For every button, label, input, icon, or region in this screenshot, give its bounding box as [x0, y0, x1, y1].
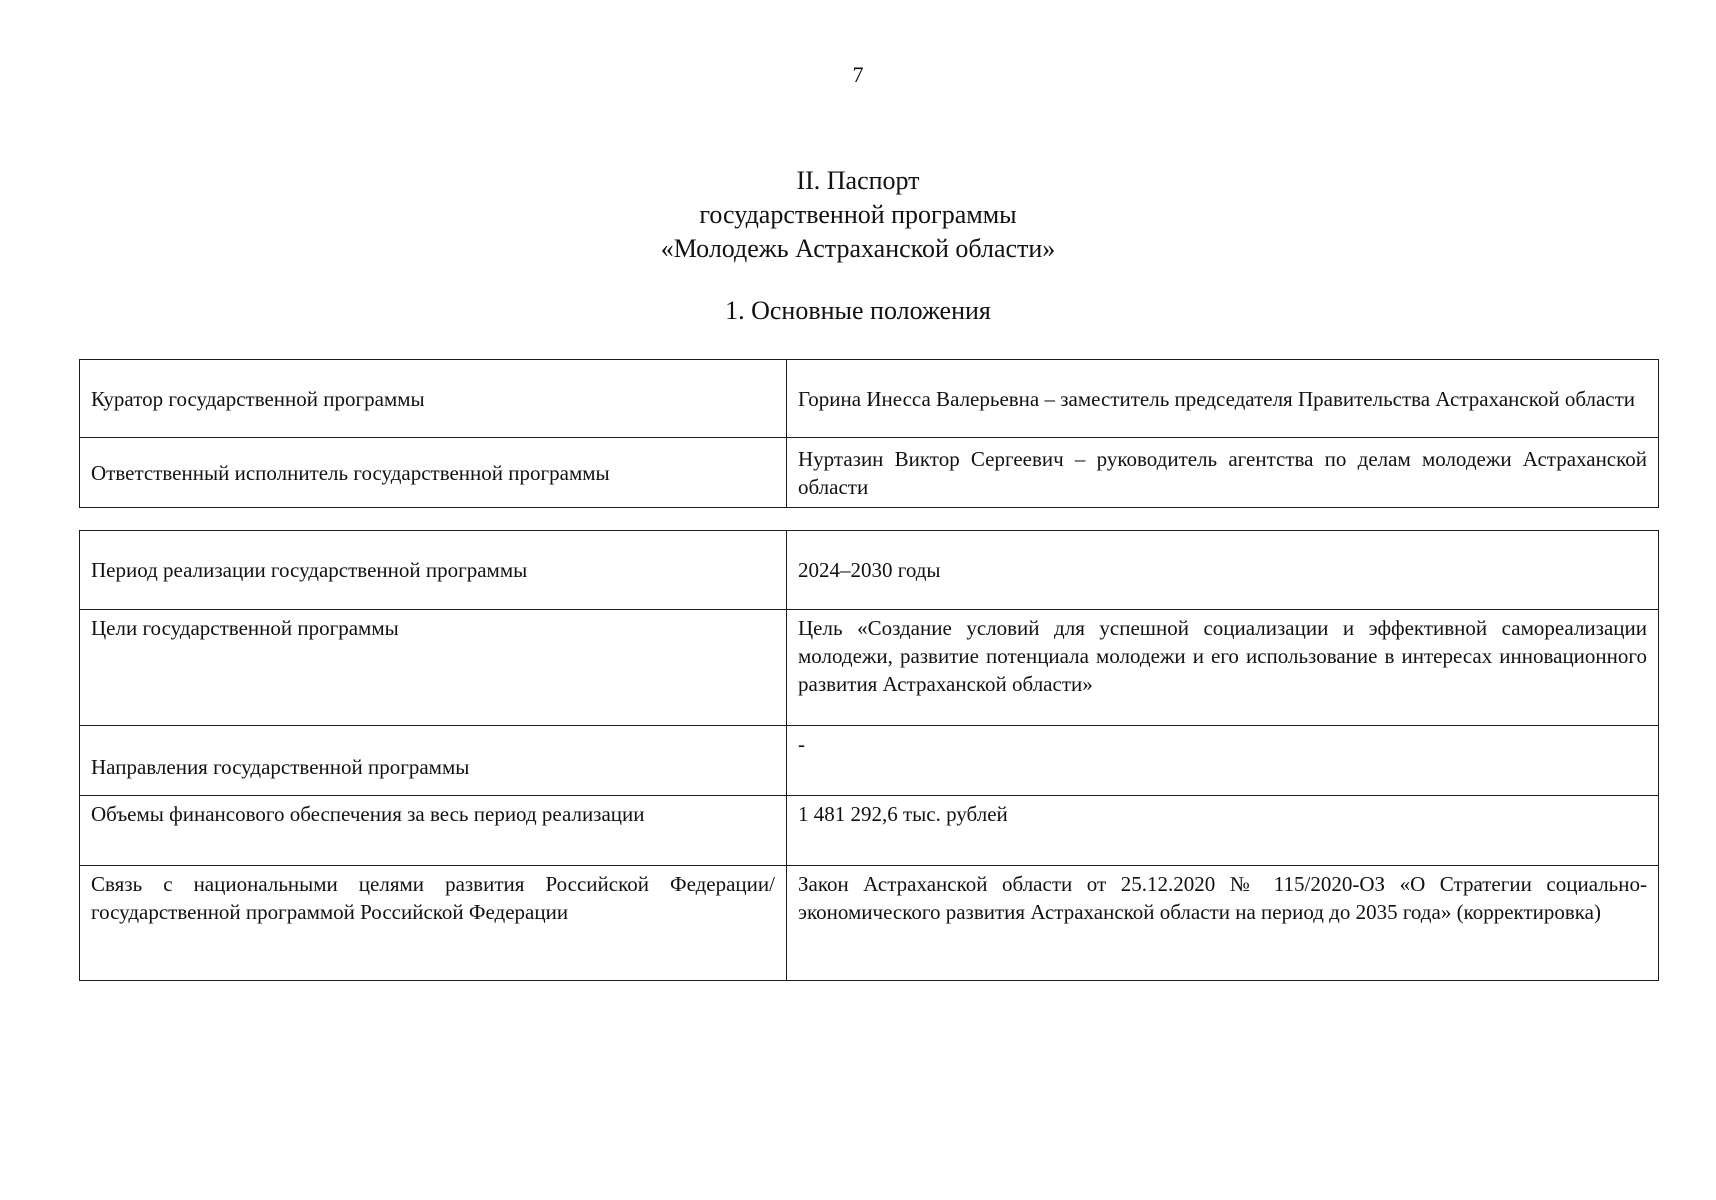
row-value-national-goals: Закон Астраханской области от 25.12.2020 № 115/2020-ОЗ «О Стратегии социально-экономического развития Астраханской области на период до 2035 года» (корректировка) [787, 866, 1659, 981]
row-label-goals: Цели государственной программы [80, 610, 787, 726]
table-row-national-goals [80, 866, 1659, 981]
heading-line-3: «Молодежь Астраханской области» [660, 234, 1056, 263]
page-number: 7 [852, 62, 864, 87]
table-row-directions [80, 726, 1659, 796]
heading-line-1: II. Паспорт [796, 166, 920, 195]
table-row-financing [80, 796, 1659, 866]
section-title: 1. Основные положения [725, 296, 991, 325]
row-value-directions: - [787, 726, 1659, 796]
row-label-national-goals: Связь с национальными целями развития Российской Федерации/ государственной программой Российской Федерации [80, 866, 787, 981]
row-label-directions: Направления государственной программы [80, 726, 787, 796]
row-value-goals: Цель «Создание условий для успешной социализации и эффективной самореализации молодежи, развитие потенциала молодежи и его использование в интересах инновационного развития Астраханской области» [787, 610, 1659, 726]
table-row-period [80, 531, 1659, 610]
row-value-executor: Нуртазин Виктор Сергеевич – руководитель агентства по делам молодежи Астраханской области [787, 438, 1659, 508]
row-label-financing: Объемы финансового обеспечения за весь период реализации [80, 796, 787, 866]
row-label-curator: Куратор государственной программы [80, 360, 787, 438]
passport-table-officials [79, 359, 1659, 508]
passport-table-main [79, 530, 1659, 981]
row-value-period: 2024–2030 годы [787, 531, 1659, 610]
row-value-curator: Горина Инесса Валерьевна – заместитель председателя Правительства Астраханской области [787, 360, 1659, 438]
document-heading [0, 164, 1716, 266]
table-row-executor [80, 438, 1659, 508]
row-label-period: Период реализации государственной программы [80, 531, 787, 610]
heading-line-2: государственной программы [699, 200, 1017, 229]
row-label-executor: Ответственный исполнитель государственной программы [80, 438, 787, 508]
row-value-financing: 1 481 292,6 тыс. рублей [787, 796, 1659, 866]
table-row-goals [80, 610, 1659, 726]
table-row-curator [80, 360, 1659, 438]
